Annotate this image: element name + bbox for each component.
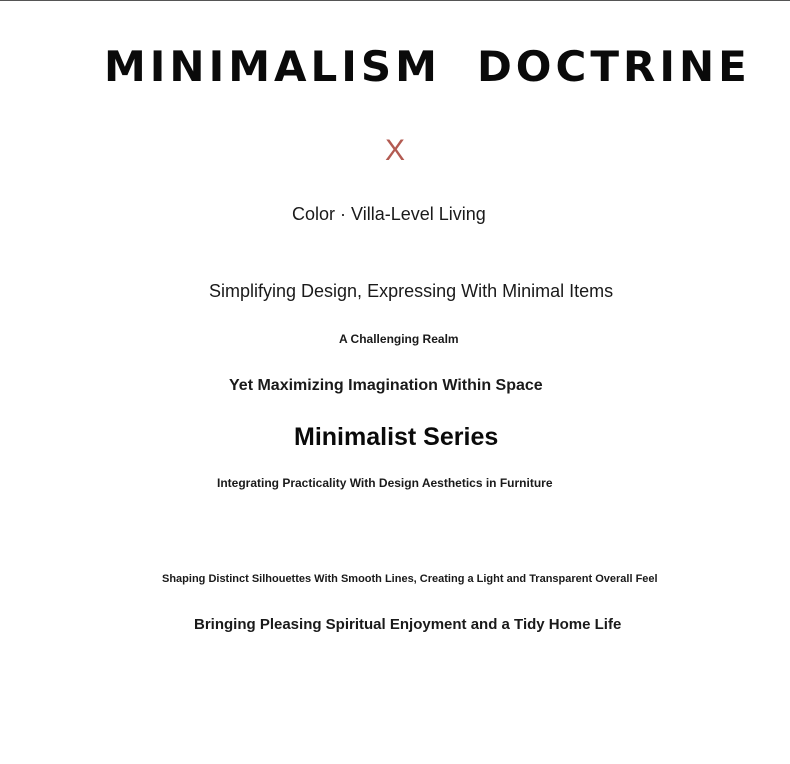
text-simplifying-design: Simplifying Design, Expressing With Minimal Items: [209, 281, 614, 301]
top-border-line: [0, 0, 790, 1]
headline-word-doctrine: DOCTRINE: [476, 42, 751, 91]
text-maximizing-imagination: Yet Maximizing Imagination Within Space: [229, 377, 543, 394]
text-challenging-realm: A Challenging Realm: [339, 332, 459, 346]
text-practicality-aesthetics: Integrating Practicality With Design Aesthetics in Furniture: [217, 476, 553, 490]
text-distinct-silhouettes: Shaping Distinct Silhouettes With Smooth Lines, Creating a Light and Transparent Overall Feel: [162, 573, 658, 585]
headline-word-minimalism: MINIMALISM: [104, 42, 441, 91]
subtitle-color-living: Color · Villa-Level Living: [292, 204, 486, 224]
text-spiritual-enjoyment: Bringing Pleasing Spiritual Enjoyment and a Tidy Home Life: [194, 616, 622, 633]
headline: [104, 42, 751, 92]
divider-x-mark: X: [385, 134, 406, 167]
series-title: Minimalist Series: [294, 423, 499, 451]
